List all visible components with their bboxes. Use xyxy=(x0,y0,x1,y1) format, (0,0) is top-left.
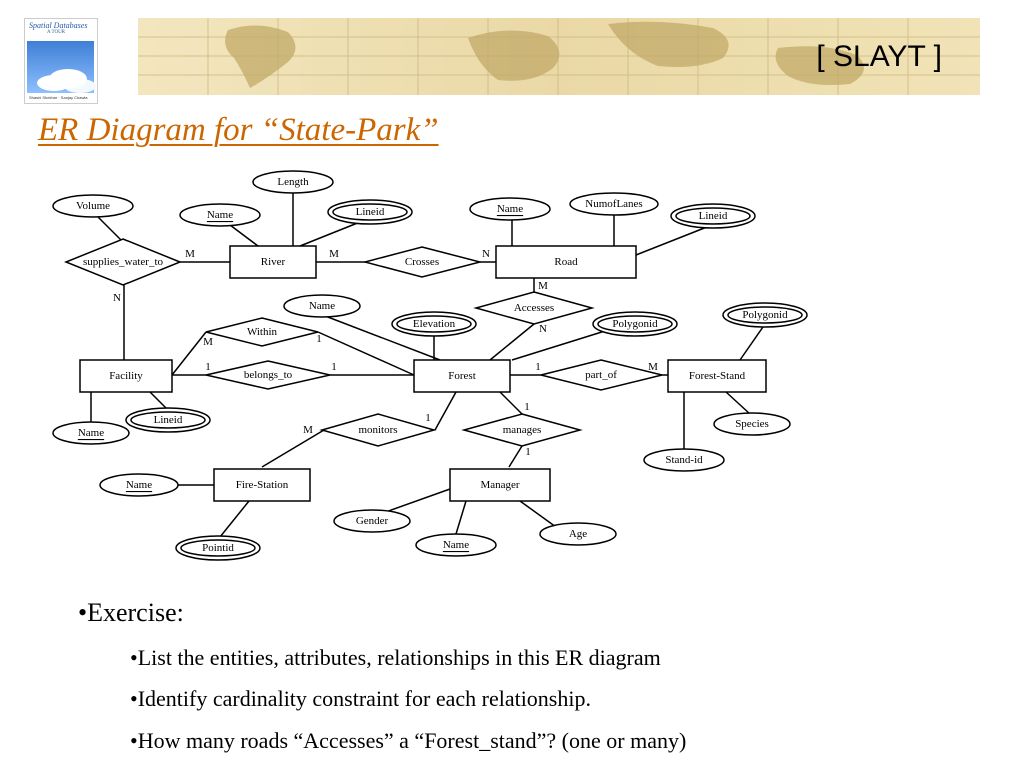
cardinality-label: N xyxy=(113,292,121,304)
entity-river-label: River xyxy=(260,256,286,268)
entity-facility-label: Facility xyxy=(109,370,143,382)
exercise-item-2: •Identify cardinality constraint for each relationship. xyxy=(130,686,591,711)
rel-within-label: Within xyxy=(246,326,278,338)
attr-label: Species xyxy=(735,418,769,430)
rel-part-of-label: part_of xyxy=(585,369,617,381)
cardinality-label: 1 xyxy=(205,361,211,373)
attr-label: Name xyxy=(125,479,153,491)
attr-label: Name xyxy=(308,300,336,312)
attr-label: Pointid xyxy=(202,542,234,554)
rel-manages-label: manages xyxy=(502,424,542,436)
attr-label: Name xyxy=(496,203,524,215)
rel-crosses-label: Crosses xyxy=(404,256,440,268)
entity-forest-stand-label: Forest-Stand xyxy=(688,370,746,382)
slayt-label: [ SLAYT ] xyxy=(816,40,942,73)
slide-title: ER Diagram for “State-Park” xyxy=(38,112,439,148)
rel-monitors-label: monitors xyxy=(358,424,398,436)
attr-label: Polygonid xyxy=(612,318,658,330)
cardinality-label: 1 xyxy=(316,333,322,345)
attr-label: Name xyxy=(442,539,470,551)
exercise-item-3: •How many roads “Accesses” a “Forest_stand”? (one or many) xyxy=(130,728,687,753)
cardinality-label: M xyxy=(538,280,548,292)
book-cover-subtitle: A TOUR xyxy=(47,30,66,35)
exercise-heading: •Exercise: xyxy=(78,598,184,627)
attr-label: Lineid xyxy=(698,210,728,222)
attr-label: Lineid xyxy=(153,414,183,426)
attr-label: Volume xyxy=(75,200,111,212)
entity-manager-label: Manager xyxy=(480,479,520,491)
attr-label: Gender xyxy=(355,515,389,527)
cardinality-label: 1 xyxy=(535,361,541,373)
attr-label: Age xyxy=(568,528,588,540)
cardinality-label: N xyxy=(482,248,490,260)
cardinality-label: 1 xyxy=(331,361,337,373)
attr-label: Name xyxy=(206,209,234,221)
cardinality-label: N xyxy=(539,323,547,335)
entity-road-label: Road xyxy=(554,256,578,268)
rel-belongs-label: belongs_to xyxy=(243,369,293,381)
cardinality-label: M xyxy=(185,248,195,260)
cardinality-label: 1 xyxy=(425,412,431,424)
entity-fire-station-label: Fire-Station xyxy=(235,479,289,491)
entity-forest-label: Forest xyxy=(448,370,476,382)
book-cover-authors: Shashi Shekhar · Sanjay Chawla xyxy=(29,95,88,100)
rel-supplies-label: supplies_water_to xyxy=(82,256,164,268)
exercise-item-1: •List the entities, attributes, relationships in this ER diagram xyxy=(130,645,661,670)
attr-label: NumofLanes xyxy=(585,198,643,210)
cardinality-label: 1 xyxy=(525,446,531,458)
attr-label: Length xyxy=(277,176,309,188)
cardinality-label: M xyxy=(329,248,339,260)
book-cover-title: Spatial Databases xyxy=(29,21,88,30)
attr-label: Stand-id xyxy=(665,454,703,466)
attr-label: Lineid xyxy=(355,206,385,218)
cardinality-label: 1 xyxy=(524,401,530,413)
rel-accesses-label: Accesses xyxy=(513,302,555,314)
cardinality-label: M xyxy=(203,336,213,348)
attr-label: Polygonid xyxy=(742,309,788,321)
attr-label: Name xyxy=(77,427,105,439)
attr-label: Elevation xyxy=(412,318,456,330)
cardinality-label: M xyxy=(303,424,313,436)
cardinality-label: M xyxy=(648,361,658,373)
